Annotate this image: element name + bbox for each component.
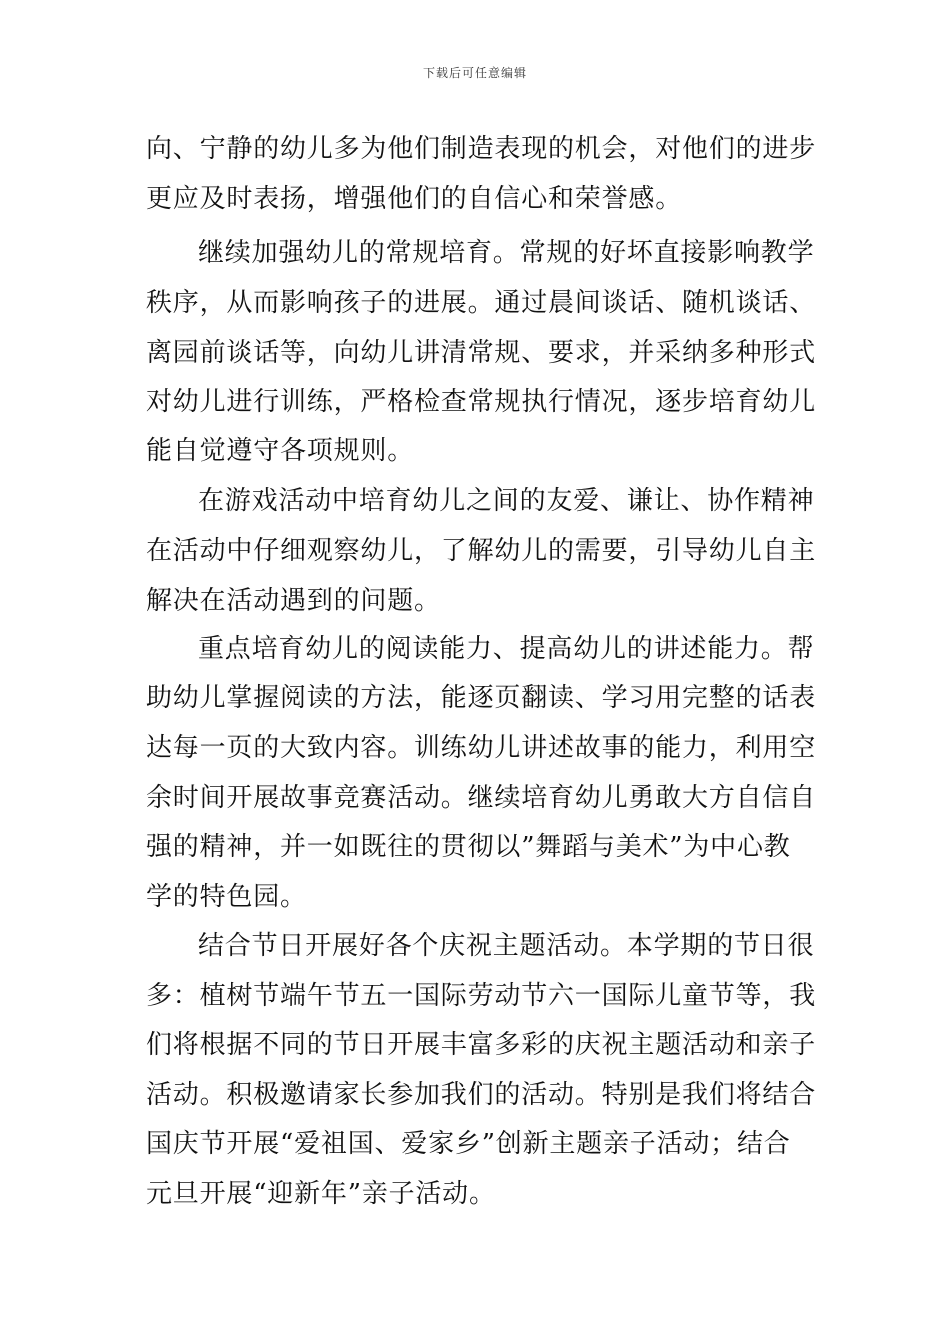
page-header: 下载后可任意编辑 <box>422 66 527 80</box>
text-line: 更应及时表扬，增强他们的自信心和荣誉感。 <box>146 184 683 214</box>
text-line: 学的特色园。 <box>146 882 307 912</box>
text-line: 在活动中仔细观察幼儿，了解幼儿的需要，引导幼儿自主 <box>146 536 817 566</box>
paragraph-first-line: 重点培育幼儿的阅读能力、提高幼儿的讲述能力。帮 <box>198 634 815 664</box>
text-line: 助幼儿掌握阅读的方法，能逐页翻读、学习用完整的话表 <box>146 683 817 713</box>
text-line: 离园前谈话等，向幼儿讲清常规、要求，并采纳多种形式 <box>146 338 817 368</box>
paragraph-first-line: 继续加强幼儿的常规培育。常规的好坏直接影响教学 <box>198 238 815 268</box>
text-line: 活动。积极邀请家长参加我们的活动。特别是我们将结合 <box>146 1080 817 1110</box>
text-line: 能自觉遵守各项规则。 <box>146 436 415 466</box>
paragraph-first-line: 在游戏活动中培育幼儿之间的友爱、谦让、协作精神 <box>198 486 815 516</box>
text-line: 强的精神，并一如既往的贯彻以”舞蹈与美术”为中心教 <box>146 832 791 862</box>
text-line: 达每一页的大致内容。训练幼儿讲述故事的能力，利用空 <box>146 733 817 763</box>
paragraph-first-line: 结合节日开展好各个庆祝主题活动。本学期的节日很 <box>198 931 815 961</box>
text-line: 解决在活动遇到的问题。 <box>146 586 441 616</box>
text-line: 元旦开展“迎新年”亲子活动。 <box>146 1179 496 1209</box>
text-line: 对幼儿进行训练，严格检查常规执行情况，逐步培育幼儿 <box>146 387 817 417</box>
text-line: 国庆节开展“爱祖国、爱家乡”创新主题亲子活动；结合 <box>146 1129 791 1159</box>
text-line: 秩序，从而影响孩子的进展。通过晨间谈话、随机谈话、 <box>146 288 817 318</box>
text-line: 们将根据不同的节日开展丰富多彩的庆祝主题活动和亲子 <box>146 1030 817 1060</box>
text-line: 多：植树节端午节五一国际劳动节六一国际儿童节等，我 <box>146 981 817 1011</box>
text-line: 向、宁静的幼儿多为他们制造表现的机会，对他们的进步 <box>146 134 817 164</box>
text-line: 余时间开展故事竞赛活动。继续培育幼儿勇敢大方自信自 <box>146 783 817 813</box>
